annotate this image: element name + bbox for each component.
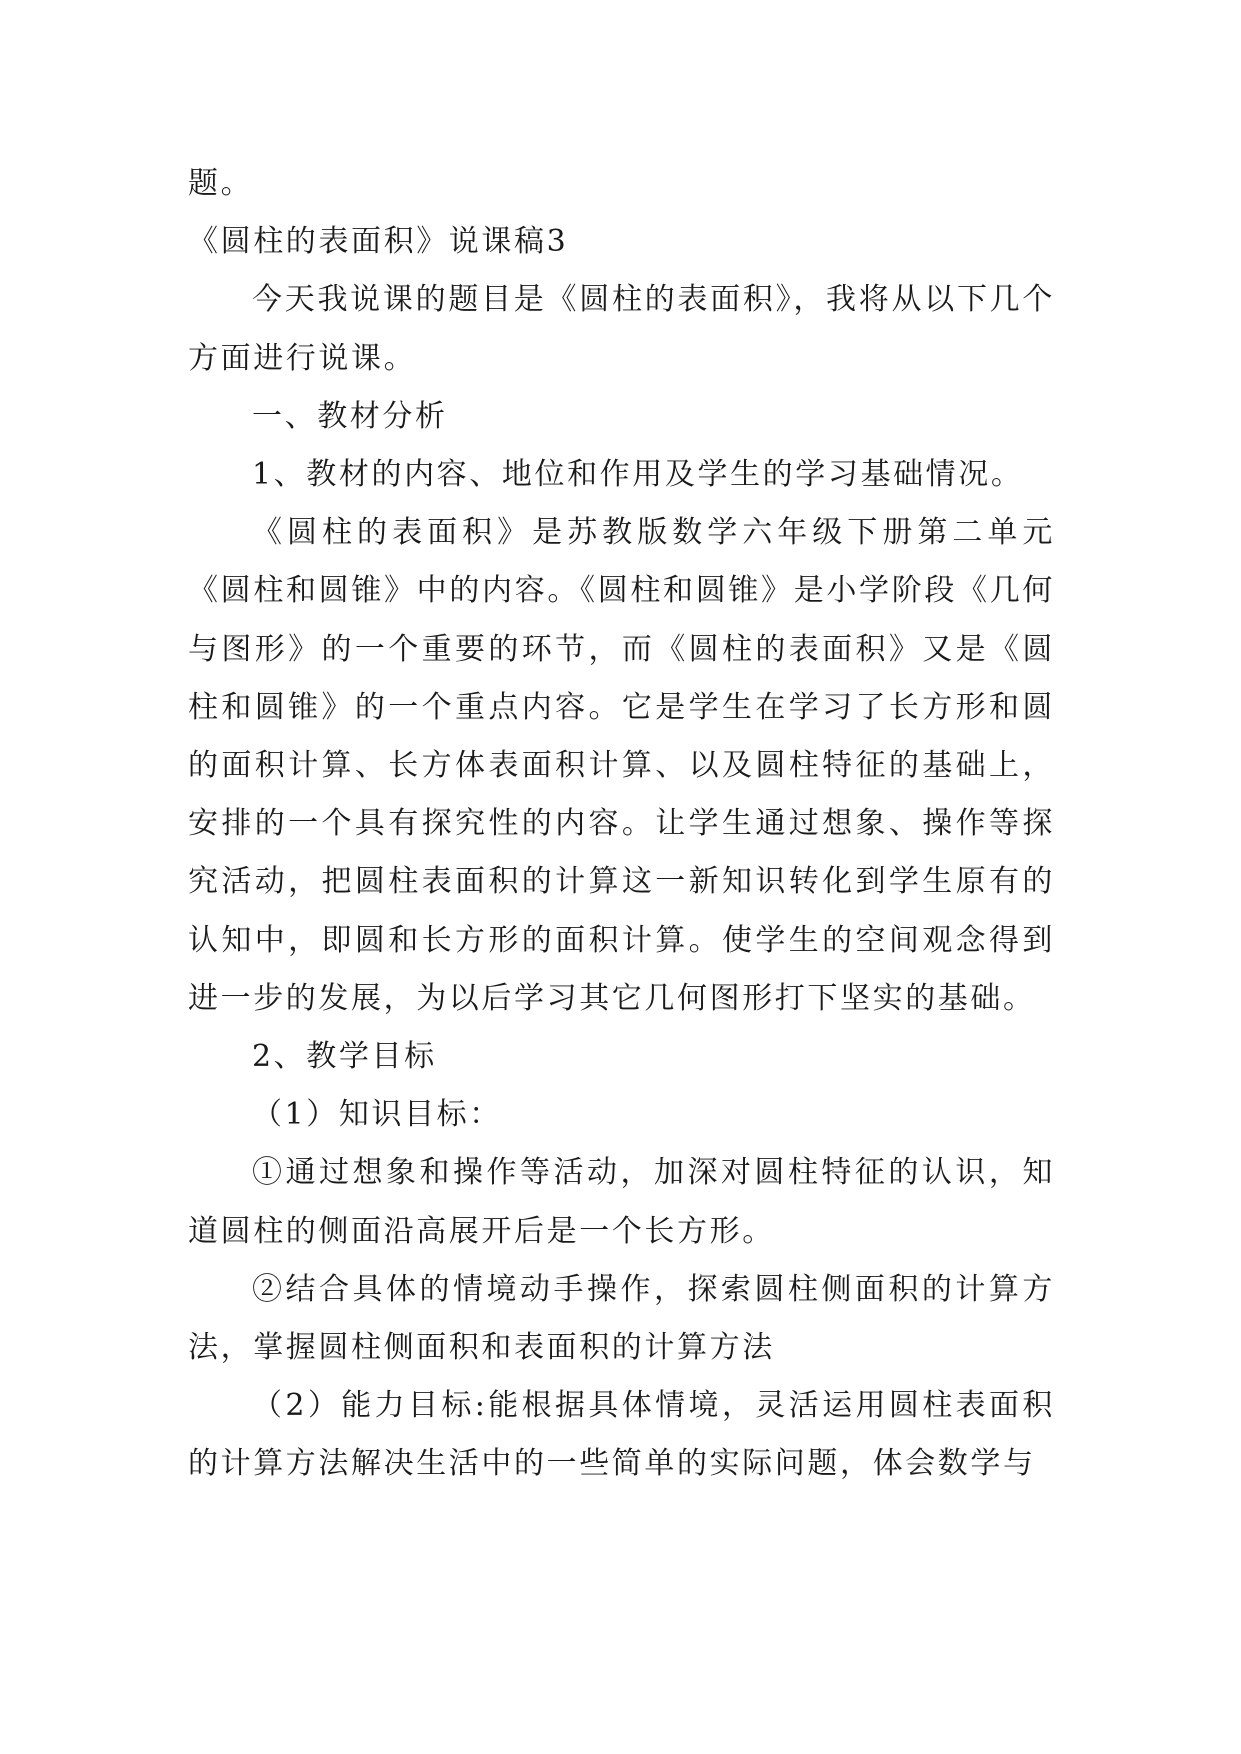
paragraph-content-description: 《圆柱的表面积》是苏教版数学六年级下册第二单元《圆柱和圆锥》中的内容。《圆柱和圆锥》是小学阶段《几何与图形》的一个重要的环节，而《圆柱的表面积》又是《圆柱和圆锥》的一个重点内容。它是学生在学习了长方形和圆的面积计算、长方体表面积计算、以及圆柱特征的基础上，安排的一个具有探究性的内容。让学生通过想象、操作等探究活动，把圆柱表面积的计算这一新知识转化到学生原有的认知中，即圆和长方形的面积计算。使学生的空间观念得到进一步的发展，为以后学习其它几何图形打下坚实的基础。: [188, 515, 1055, 1016]
document-page: [188, 155, 1055, 1494]
paragraph-continuation: 题。: [188, 166, 254, 201]
goal-item-1: ①通过想象和操作等活动，加深对圆柱特征的认识，知道圆柱的侧面沿高展开后是一个长方形。: [188, 1155, 1055, 1249]
paragraph-intro: 今天我说课的题目是《圆柱的表面积》，我将从以下几个方面进行说课。: [188, 282, 1055, 376]
section-heading-textbook-analysis: 一、教材分析: [252, 398, 448, 434]
goal-heading-knowledge: （1）知识目标：: [252, 1097, 502, 1133]
subsection-heading-teaching-goals: 2、教学目标: [252, 1039, 437, 1075]
subsection-heading-content: 1、教材的内容、地位和作用及学生的学习基础情况。: [252, 457, 1024, 493]
goal-heading-ability: （2）能力目标:能根据具体情境，灵活运用圆柱表面积的计算方法解决生活中的一些简单的实际问题，体会数学与: [188, 1388, 1055, 1482]
goal-item-2: ②结合具体的情境动手操作，探索圆柱侧面积的计算方法，掌握圆柱侧面积和表面积的计算方法: [188, 1271, 1055, 1366]
document-title: 《圆柱的表面积》说课稿3: [188, 224, 569, 260]
